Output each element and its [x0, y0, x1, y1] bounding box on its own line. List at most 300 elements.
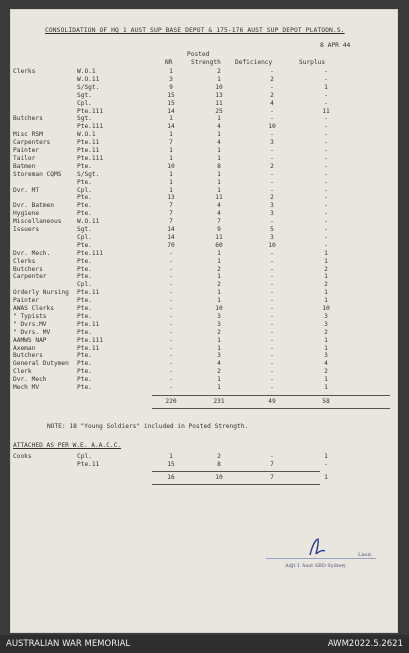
nr-cell: - [169, 273, 173, 281]
table-row [10, 115, 398, 123]
rank-cell: Cpl. [77, 453, 92, 460]
rank-cell: W.O.11 [77, 218, 100, 226]
surplus-cell: 1 [324, 83, 328, 91]
total-rule-bottom [152, 408, 390, 409]
nr-cell: - [169, 265, 173, 273]
trade-cell: Misc RSM [13, 131, 43, 139]
posted-cell: 1 [217, 170, 221, 178]
rank-cell: Pte. [77, 312, 92, 320]
nr-cell: 14 [167, 233, 175, 241]
deficiency-cell: 5 [270, 226, 274, 233]
rank-cell: Pte. [77, 265, 92, 273]
posted-cell: 3 [217, 312, 221, 320]
nr-cell: 14 [167, 107, 175, 115]
posted-cell: 1 [217, 344, 221, 352]
surplus-cell: - [324, 194, 328, 202]
nr-cell: - [169, 249, 173, 257]
table-row [10, 337, 398, 345]
deficiency-cell: - [270, 376, 274, 384]
rank-cell: Pte. [77, 305, 92, 312]
surplus-cell: - [324, 75, 328, 83]
posted-cell: 13 [215, 91, 223, 99]
nr-cell: 15 [167, 461, 175, 468]
table-row [10, 100, 398, 108]
nr-cell: 7 [169, 202, 173, 210]
nr-cell: 1 [169, 186, 173, 194]
nr-cell: 7 [169, 218, 173, 226]
total-posted: 231 [213, 398, 225, 405]
surplus-cell: 1 [324, 336, 328, 344]
rank-cell: W.O.11 [77, 75, 100, 83]
total-rule-top [152, 395, 390, 396]
table-row [10, 352, 398, 360]
rank-cell: W.O.1 [77, 68, 96, 75]
table-row [10, 376, 398, 384]
nr-cell: - [169, 305, 173, 312]
deficiency-cell: - [270, 336, 274, 344]
rank-cell: Pte. [77, 257, 92, 265]
deficiency-cell: 3 [270, 202, 274, 210]
deficiency-cell: - [270, 281, 274, 289]
document-date: 8 APR 44 [320, 42, 351, 49]
rank-cell: S/Sgt. [77, 83, 100, 91]
trade-cell: Axeman [13, 344, 36, 352]
deficiency-cell: - [270, 328, 274, 336]
rank-cell: Sgt. [77, 91, 92, 99]
posted-cell: 1 [217, 115, 221, 123]
surplus-cell: - [324, 154, 328, 162]
archive-footer [0, 635, 409, 653]
deficiency-cell: 3 [270, 210, 274, 218]
table-row [10, 384, 398, 392]
deficiency-cell: 3 [270, 233, 274, 241]
surplus-cell: - [324, 218, 328, 226]
deficiency-cell: - [270, 352, 274, 360]
posted-cell: 11 [215, 233, 223, 241]
posted-cell: 1 [217, 257, 221, 265]
rank-cell: Pte. [77, 162, 92, 170]
totals-row [10, 398, 398, 406]
total-surplus: 58 [322, 398, 330, 405]
deficiency-cell: 2 [270, 91, 274, 99]
rank-cell: Pte.11 [77, 344, 100, 352]
rank-cell: Pte. [77, 328, 92, 336]
posted-cell: 2 [217, 68, 221, 75]
deficiency-cell: - [270, 368, 274, 376]
nr-cell: 3 [169, 75, 173, 83]
trade-cell: Clerks [13, 68, 36, 75]
trade-cell: Dvr. Mech. [13, 249, 51, 257]
table-row [10, 329, 398, 337]
note-text: NOTE: 18 "Young Soldiers" included in Posted Strength. [47, 423, 249, 430]
table-row [10, 453, 398, 461]
surplus-cell: - [324, 233, 328, 241]
rank-cell: Pte. [77, 368, 92, 376]
deficiency-cell: - [270, 115, 274, 123]
surplus-cell: - [324, 241, 328, 249]
surplus-cell: 2 [324, 265, 328, 273]
header-deficiency: Deficiency [235, 59, 273, 66]
nr-cell: 15 [167, 91, 175, 99]
deficiency-cell: - [270, 83, 274, 91]
surplus-cell: - [324, 91, 328, 99]
deficiency-cell: - [270, 107, 274, 115]
attached-rule-bottom [152, 484, 320, 485]
rank-cell: Pte. [77, 210, 92, 218]
table-row [10, 147, 398, 155]
trade-cell: General Dutymen [13, 360, 69, 368]
table-row [10, 273, 398, 281]
surplus-cell: 2 [324, 368, 328, 376]
rank-cell: Pte.111 [77, 154, 104, 162]
table-row [10, 461, 398, 469]
surplus-cell: 3 [324, 352, 328, 360]
table-row [10, 258, 398, 266]
posted-cell: 1 [217, 289, 221, 297]
surplus-cell: 1 [324, 289, 328, 297]
table-row [10, 305, 398, 313]
attached-total-deficiency: 7 [270, 474, 274, 481]
table-row [10, 250, 398, 258]
trade-cell: Hygiene [13, 210, 40, 218]
deficiency-cell: - [270, 344, 274, 352]
nr-cell: 15 [167, 99, 175, 107]
table-row [10, 194, 398, 202]
nr-cell: - [169, 376, 173, 384]
posted-cell: 1 [217, 154, 221, 162]
surplus-cell: - [324, 226, 328, 233]
posted-cell: 9 [217, 226, 221, 233]
deficiency-cell: 2 [270, 162, 274, 170]
nr-cell: - [169, 297, 173, 305]
table-row [10, 108, 398, 116]
deficiency-cell: - [270, 131, 274, 139]
table-row [10, 187, 398, 195]
posted-cell: 1 [217, 178, 221, 186]
surplus-cell: 11 [322, 107, 330, 115]
trade-cell: Butchers [13, 265, 43, 273]
surplus-cell: 1 [324, 273, 328, 281]
rank-cell: Cpl. [77, 281, 92, 289]
header-posted-top: Posted [187, 51, 210, 58]
total-deficiency: 49 [268, 398, 276, 405]
rank-cell: Pte. [77, 360, 92, 368]
table-row [10, 210, 398, 218]
rank-cell: Pte. [77, 202, 92, 210]
surplus-cell: 1 [324, 376, 328, 384]
surplus-cell: 1 [324, 344, 328, 352]
nr-cell: - [169, 384, 173, 391]
signature-line [266, 558, 376, 559]
table-row [10, 76, 398, 84]
table-row [10, 68, 398, 76]
surplus-cell: - [324, 139, 328, 147]
nr-cell: 1 [169, 154, 173, 162]
trade-cell: AAMWS NAP [13, 336, 47, 344]
signature-rank: Lieut. [358, 552, 373, 558]
trade-cell: Dvr. Batmen [13, 202, 54, 210]
surplus-cell: - [324, 210, 328, 218]
posted-cell: 11 [215, 194, 223, 202]
trade-cell: Mech MV [13, 384, 40, 391]
nr-cell: - [169, 281, 173, 289]
surplus-cell: 10 [322, 305, 330, 312]
attached-total-posted: 10 [215, 474, 223, 481]
surplus-cell: 1 [324, 249, 328, 257]
trade-cell: Butchers [13, 115, 43, 123]
posted-cell: 10 [215, 305, 223, 312]
attached-total-nr: 16 [167, 474, 175, 481]
nr-cell: 1 [169, 453, 173, 460]
rank-cell: Pte.11 [77, 289, 100, 297]
nr-cell: 1 [169, 115, 173, 123]
attached-total-surplus: 1 [324, 474, 328, 481]
table-row [10, 321, 398, 329]
posted-cell: 4 [217, 139, 221, 147]
posted-cell: 2 [217, 328, 221, 336]
surplus-cell: - [324, 178, 328, 186]
surplus-cell: 1 [324, 384, 328, 391]
deficiency-cell: - [270, 289, 274, 297]
nr-cell: 1 [169, 68, 173, 75]
posted-cell: 10 [215, 83, 223, 91]
nr-cell: 13 [167, 194, 175, 202]
posted-cell: 4 [217, 210, 221, 218]
deficiency-cell: - [270, 384, 274, 391]
posted-cell: 1 [217, 249, 221, 257]
surplus-cell: 2 [324, 281, 328, 289]
trade-cell: Issuers [13, 226, 40, 233]
surplus-cell: - [324, 186, 328, 194]
deficiency-cell: - [270, 297, 274, 305]
deficiency-cell: 3 [270, 139, 274, 147]
table-row [10, 360, 398, 368]
rank-cell: Pte. [77, 376, 92, 384]
deficiency-cell: - [270, 265, 274, 273]
trade-cell: Storeman CQMS [13, 170, 62, 178]
table-row [10, 84, 398, 92]
deficiency-cell: 10 [268, 241, 276, 249]
surplus-cell: 1 [324, 453, 328, 460]
footer-left-text: AUSTRALIAN WAR MEMORIAL [6, 639, 131, 649]
surplus-cell: 1 [324, 297, 328, 305]
rank-cell: Pte. [77, 241, 92, 249]
surplus-cell: 3 [324, 320, 328, 328]
rank-cell: Pte.11 [77, 320, 100, 328]
surplus-cell: - [324, 68, 328, 75]
trade-cell: Dvr. MT [13, 186, 40, 194]
posted-cell: 1 [217, 147, 221, 154]
table-row [10, 202, 398, 210]
nr-cell: 7 [169, 139, 173, 147]
deficiency-cell: - [270, 257, 274, 265]
nr-cell: 10 [167, 162, 175, 170]
trade-cell: Miscellaneous [13, 218, 62, 226]
rank-cell: Pte.11 [77, 147, 100, 154]
posted-cell: 1 [217, 297, 221, 305]
trade-cell: Carpenter [13, 273, 47, 281]
deficiency-cell: - [270, 170, 274, 178]
deficiency-cell: - [270, 273, 274, 281]
table-row [10, 313, 398, 321]
nr-cell: - [169, 289, 173, 297]
trade-cell: " Dvrs. MV [13, 328, 51, 336]
surplus-cell: 1 [324, 257, 328, 265]
posted-cell: 2 [217, 368, 221, 376]
table-row [10, 179, 398, 187]
nr-cell: - [169, 312, 173, 320]
surplus-cell: 3 [324, 312, 328, 320]
posted-cell: 2 [217, 453, 221, 460]
posted-cell: 4 [217, 123, 221, 131]
posted-cell: 1 [217, 273, 221, 281]
table-row [10, 289, 398, 297]
posted-cell: 1 [217, 186, 221, 194]
deficiency-cell: 10 [268, 123, 276, 131]
trade-cell: Carpenters [13, 139, 51, 147]
posted-cell: 1 [217, 336, 221, 344]
posted-cell: 4 [217, 360, 221, 368]
table-row [10, 131, 398, 139]
deficiency-cell: - [270, 178, 274, 186]
rank-cell: Pte.111 [77, 123, 104, 131]
trade-cell: Batmen [13, 162, 36, 170]
deficiency-cell: - [270, 320, 274, 328]
trade-cell: Painter [13, 297, 40, 305]
posted-cell: 11 [215, 99, 223, 107]
nr-cell: 1 [169, 147, 173, 154]
rank-cell: Pte. [77, 352, 92, 360]
surplus-cell: - [324, 461, 328, 468]
rank-cell: Pte. [77, 384, 92, 391]
nr-cell: 1 [169, 131, 173, 139]
rank-cell: Pte.11 [77, 139, 100, 147]
nr-cell: 14 [167, 123, 175, 131]
document-sheet [10, 9, 398, 633]
trade-cell: Cooks [13, 453, 32, 460]
trade-cell: Butchers [13, 352, 43, 360]
table-row [10, 163, 398, 171]
posted-cell: 60 [215, 241, 223, 249]
trade-cell: Clerk [13, 368, 32, 376]
header-posted: Strength [191, 59, 221, 66]
trade-cell: Clerks [13, 257, 36, 265]
rank-cell: Sgt. [77, 226, 92, 233]
deficiency-cell: - [270, 249, 274, 257]
table-row [10, 297, 398, 305]
deficiency-cell: 4 [270, 99, 274, 107]
rank-cell: Pte.111 [77, 107, 104, 115]
table-row [10, 155, 398, 163]
footer-right-text: AWM2022.5.2621 [327, 639, 403, 649]
deficiency-cell: - [270, 218, 274, 226]
deficiency-cell: - [270, 68, 274, 75]
surplus-cell: - [324, 131, 328, 139]
nr-cell: - [169, 368, 173, 376]
header-nr: NR [165, 59, 173, 66]
nr-cell: 7 [169, 210, 173, 218]
surplus-cell: - [324, 99, 328, 107]
posted-cell: 25 [215, 107, 223, 115]
surplus-cell: - [324, 170, 328, 178]
nr-cell: 1 [169, 178, 173, 186]
surplus-cell: 4 [324, 360, 328, 368]
table-row [10, 242, 398, 250]
document-title: CONSOLIDATION OF HQ 1 AUST SUP BASE DEPOT & 175-176 AUST SUP DEPOT PLATOON.S. [45, 27, 345, 34]
nr-cell: - [169, 336, 173, 344]
table-row [10, 281, 398, 289]
rank-cell: Cpl. [77, 233, 92, 241]
posted-cell: 1 [217, 384, 221, 391]
trade-cell: Painter [13, 147, 40, 154]
deficiency-cell: - [270, 186, 274, 194]
rank-cell: Cpl. [77, 99, 92, 107]
trade-cell: Dvr. Mech [13, 376, 47, 384]
table-row [10, 226, 398, 234]
posted-cell: 7 [217, 218, 221, 226]
table-row [10, 92, 398, 100]
table-row [10, 139, 398, 147]
rank-cell: Pte.111 [77, 249, 104, 257]
table-row [10, 234, 398, 242]
surplus-cell: - [324, 123, 328, 131]
surplus-cell: - [324, 162, 328, 170]
posted-cell: 2 [217, 265, 221, 273]
nr-cell: 9 [169, 83, 173, 91]
posted-cell: 3 [217, 352, 221, 360]
nr-cell: - [169, 344, 173, 352]
deficiency-cell: 2 [270, 75, 274, 83]
table-row [10, 123, 398, 131]
nr-cell: - [169, 257, 173, 265]
trade-cell: AWAS Clerks [13, 305, 54, 312]
trade-cell: " Typists [13, 312, 47, 320]
deficiency-cell: 2 [270, 194, 274, 202]
posted-cell: 1 [217, 131, 221, 139]
posted-cell: 1 [217, 75, 221, 83]
deficiency-cell: - [270, 360, 274, 368]
rank-cell: S/Sgt. [77, 170, 100, 178]
surplus-cell: - [324, 202, 328, 210]
nr-cell: - [169, 352, 173, 360]
deficiency-cell: - [270, 154, 274, 162]
rank-cell: Pte. [77, 178, 92, 186]
rank-cell: W.O.1 [77, 131, 96, 139]
surplus-cell: - [324, 147, 328, 154]
table-row [10, 345, 398, 353]
trade-cell: " Dvrs.MV [13, 320, 47, 328]
rank-cell: Pte.111 [77, 336, 104, 344]
posted-cell: 8 [217, 461, 221, 468]
table-row [10, 266, 398, 274]
deficiency-cell: - [270, 305, 274, 312]
posted-cell: 2 [217, 281, 221, 289]
rank-cell: Sgt. [77, 115, 92, 123]
table-row [10, 368, 398, 376]
posted-cell: 1 [217, 376, 221, 384]
nr-cell: 14 [167, 226, 175, 233]
surplus-cell: - [324, 115, 328, 123]
nr-cell: - [169, 320, 173, 328]
deficiency-cell: - [270, 312, 274, 320]
deficiency-cell: - [270, 453, 274, 460]
attached-totals-row [10, 474, 398, 482]
nr-cell: 1 [169, 170, 173, 178]
signature-caption: Adjt 1 Aust SBD Sydney [285, 563, 346, 569]
trade-cell: Orderly Nursing [13, 289, 69, 297]
rank-cell: Pte. [77, 297, 92, 305]
rank-cell: Cpl. [77, 186, 92, 194]
